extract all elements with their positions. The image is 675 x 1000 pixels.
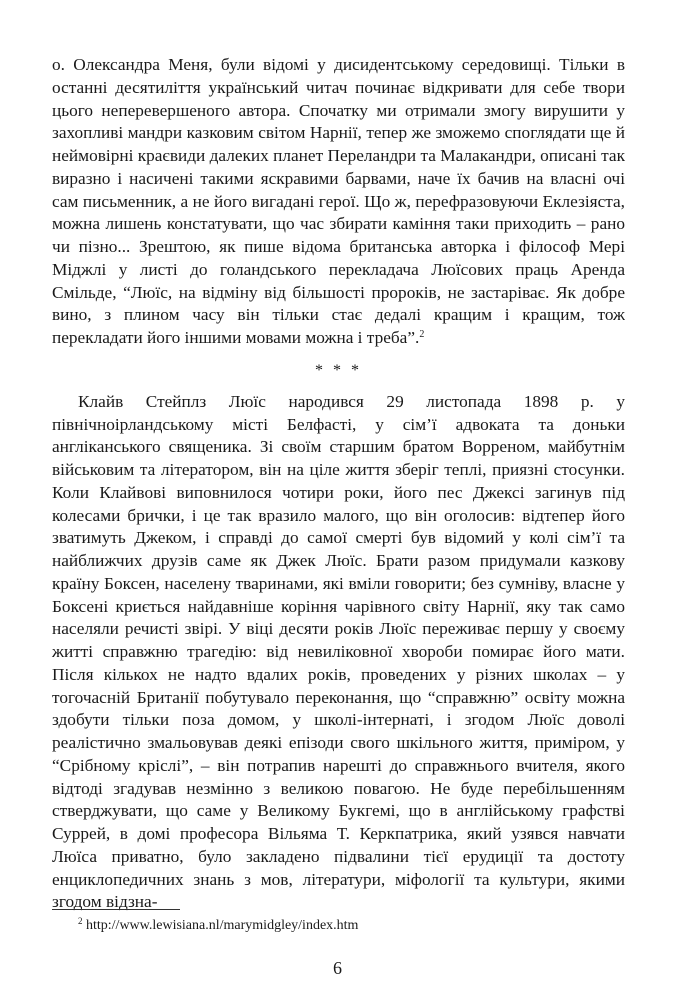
footnote-reference[interactable]: 2 bbox=[419, 329, 425, 340]
page-number: 6 bbox=[333, 958, 342, 978]
footnote-link[interactable]: http://www.lewisiana.nl/marymidgley/index.htm bbox=[86, 918, 359, 933]
section-separator: * * * bbox=[315, 361, 362, 379]
footnote bbox=[78, 917, 358, 935]
footnote-divider bbox=[52, 909, 180, 910]
paragraph-biography: Клайв Стейплз Люїс народився 29 листопада 1898 р. у північноірландському місті Белфасті, у сім’ї адвоката та доньки англіканського священика. Зі своїм старшим братом Ворреном, майбутнім військовим та літератором, він на ціле життя зберіг теплі, приязні стосунки. Коли Клайвові виповнилося чотири роки, його пес Джексі загинув під колесами брички, і це так вразило малого, що він оголосив: відтепер його зватимуть Джеком, і справді до самої смерті був відомий у колі сім’ї та найближчих друзів саме як Джек Люїс. Брати разом придумали казкову країну Боксен, населену тваринами, які вміли говорити; без сумніву, власне у Боксені криється найдавніше коріння чарівного світу Нарнії, яку так само населяли речисті звірі. У віці десяти років Люїс переживає першу у своєму житті справжню трагедію: від невиліковної хвороби помирає його мати. Після кількох не надто вдалих років, проведених у різних школах – у тогочасній Британії побутувало переконання, що “справжню” освіту можна здобути тільки поза домом, у школі-інтернаті, і згодом Люїс доволі реалістично змальовував деякі епізоди свого шкільного життя, приміром, у “Срібному кріслі”, – він потрапив нарешті до справжнього вчителя, якого відтоді згадував незмінно з великою повагою. Не буде перебільшенням стверджувати, що саме у Великому Букгемі, що в англійському графстві Суррей, в домі професора Вільяма Т. Керкпатрика, який узявся навчати Люїса приватно, було закладено підвалини тієї ерудиції та достоту енциклопедичних знань з мов, літератури, міфології та культури, якими згодом відзна- bbox=[52, 391, 625, 912]
paragraph-continuation bbox=[52, 54, 625, 350]
paragraph-1-text: о. Олександра Меня, були відомі у дисидентському середовищі. Тільки в останні десятиліття український читач починає відкривати для себе твори цього неперевершеного автора. Спочатку ми отримали змогу вирушити у захопливі мандри казковим світом Нарнії, тепер же зможемо споглядати ще й неймовірні краєвиди далеких планет Переландри та Малакандри, описані так виразно і насичені такими яскравими барвами, наче їх бачив на власні очі сам письменник, а не його вигадані герої. Що ж, перефразовуючи Еклезіяста, можна лишень констатувати, що час збирати каміння таки приходить – рано чи пізно... Зрештою, як пише відома британська авторка і філософ Мері Міджлі у листі до голандського перекладача Люїсових праць Аренда Смільде, “Люїс, на відміну від більшості пророків, не застаріває. Як добре вино, з плином часу він тільки стає дедалі кращим і кращим, тож перекладати його іншими мовами можна і треба”. bbox=[52, 55, 625, 347]
footnote-number: 2 bbox=[78, 916, 83, 926]
page-body bbox=[52, 54, 625, 914]
